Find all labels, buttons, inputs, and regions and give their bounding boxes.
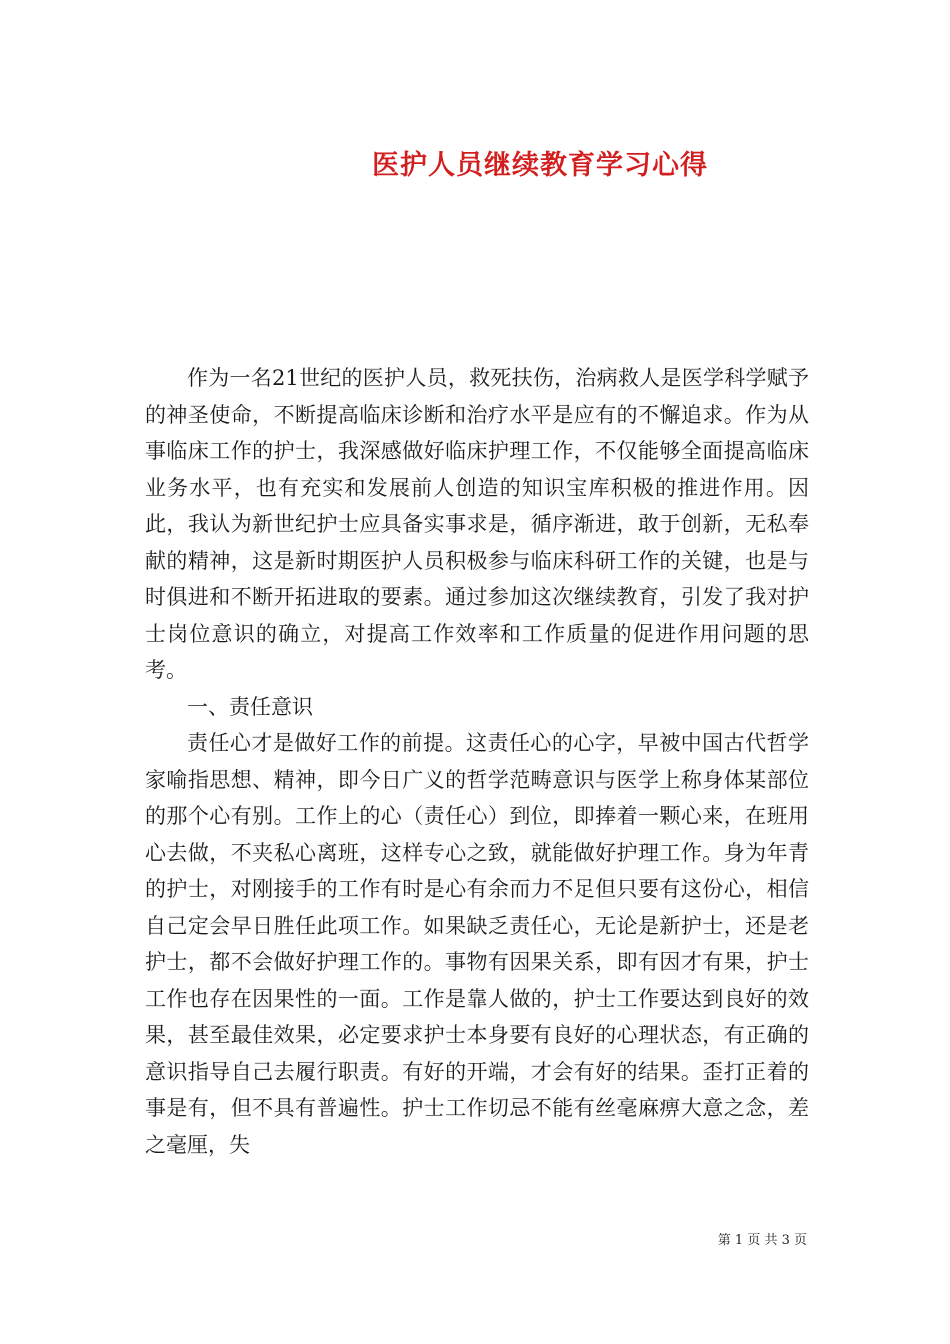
page-number-footer: 第 1 页 共 3 页	[717, 1233, 807, 1248]
document-title: 医护人员继续教育学习心得	[372, 150, 708, 182]
section-paragraph: 责任心才是做好工作的前提。这责任心的心字，早被中国古代哲学家喻指思想、精神，即今日广义的哲学范畴意识与医学上称身体某部位的那个心有别。工作上的心（责任心）到位，即捧着一颗心来，在班用心去做，不夹私心离班，这样专心之致，就能做好护理工作。身为年青的护士，对刚接手的工作有时是心有余而力不足但只要有这份心，相信自己定会早日胜任此项工作。如果缺乏责任心，无论是新护士，还是老护士，都不会做好护理工作的。事物有因果关系，即有因才有果，护士工作也存在因果性的一面。工作是靠人做的，护士工作要达到良好的效果，甚至最佳效果，必定要求护士本身要有良好的心理状态，有正确的意识指导自己去履行职责。有好的开端，才会有好的结果。歪打正着的事是有，但不具有普遍性。护士工作切忌不能有丝毫麻痹大意之念，差之毫厘，失	[145, 731, 809, 1157]
intro-paragraph: 作为一名21世纪的医护人员，救死扶伤，治病救人是医学科学赋予的神圣使命，不断提高临床诊断和治疗水平是应有的不懈追求。作为从事临床工作的护士，我深感做好临床护理工作，不仅能够全面提高临床业务水平，也有充实和发展前人创造的知识宝库积极的推进作用。因此，我认为新世纪护士应具备实事求是，循序渐进，敢于创新，无私奉献的精神，这是新时期医护人员积极参与临床科研工作的关键，也是与时俱进和不断开拓进取的要素。通过参加这次继续教育，引发了我对护士岗位意识的确立，对提高工作效率和工作质量的促进作用问题的思考。	[145, 366, 809, 682]
document-body	[145, 360, 809, 1163]
section-heading: 一、责任意识	[187, 694, 313, 719]
